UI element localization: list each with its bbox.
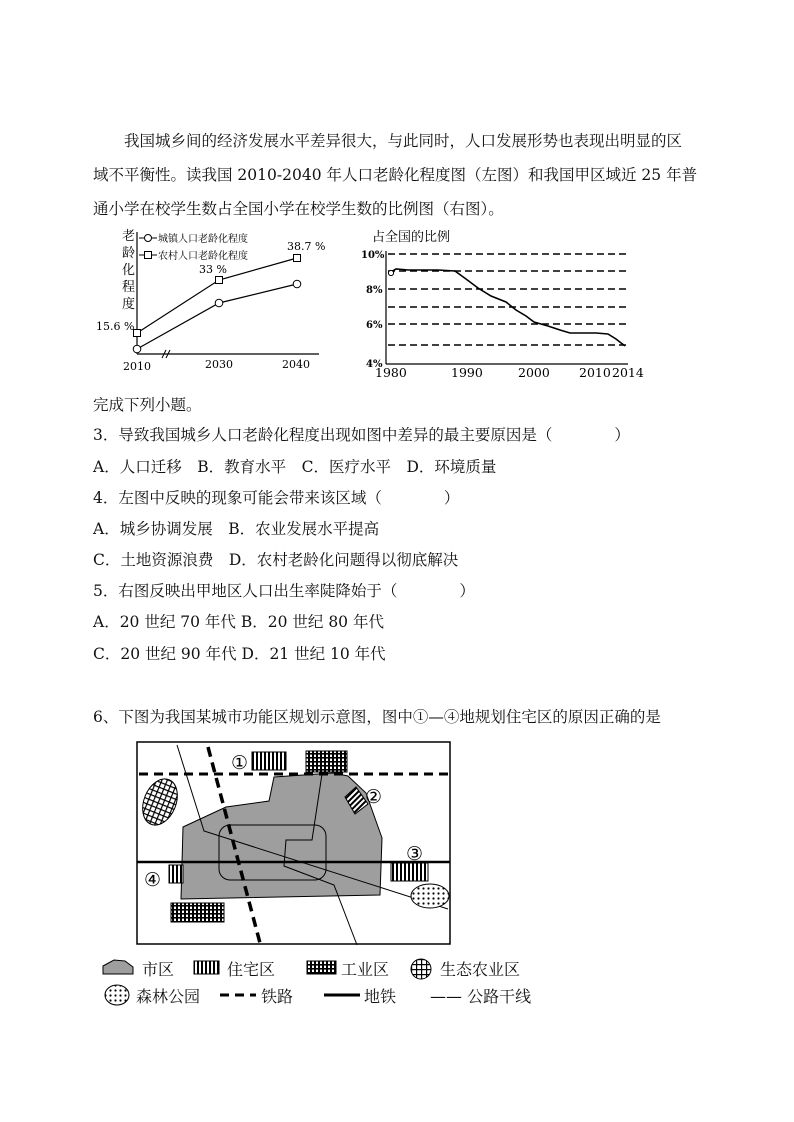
point-rural — [134, 330, 141, 337]
industrial-zone-south — [171, 903, 224, 922]
ylabel-char: 老 — [122, 229, 136, 244]
city-function-map — [136, 741, 452, 947]
series-line-town — [137, 284, 297, 349]
series-start-point — [388, 270, 393, 275]
x-tick-1990: 1990 — [451, 365, 483, 380]
legend-eco-agri-swatch — [409, 957, 435, 981]
question-4-options-2: C．土地资源浪费 D．农村老龄化问题得以彻底解决 — [93, 551, 459, 569]
residential-zone-3 — [391, 863, 428, 881]
legend-industrial-swatch — [306, 960, 338, 976]
question-5-options-2: C．20 世纪 90 年代 D．21 世纪 10 年代 — [93, 645, 386, 663]
question-5: 5．右图反映出甲地区人口出生率陡降始于（ ） — [93, 582, 475, 600]
legend-town-marker — [145, 235, 152, 242]
point-town — [293, 280, 301, 288]
map-marker-2: ② — [365, 786, 383, 808]
right-chart-title: 占全国的比例 — [372, 230, 451, 245]
y-tick-10: 10% — [361, 250, 385, 261]
data-label-2040: 38.7 % — [287, 240, 326, 253]
ylabel-char: 化 — [122, 263, 136, 278]
question-4-options-1: A．城乡协调发展 B．农业发展水平提高 — [93, 520, 380, 538]
point-rural — [216, 277, 223, 284]
legend-urban-swatch — [101, 958, 137, 976]
data-label-2010: 15.6 % — [96, 320, 135, 333]
ylabel-char: 龄 — [122, 246, 136, 261]
legend-subway-label: 地铁 — [364, 987, 397, 1006]
question-5-options-1: A．20 世纪 70 年代 B．20 世纪 80 年代 — [93, 613, 384, 631]
x-tick-2014: 2014 — [612, 365, 644, 380]
legend-railway-label: 铁路 — [261, 987, 294, 1006]
left-aging-chart — [92, 224, 337, 376]
legend-rural-label: 农村人口老龄化程度 — [158, 251, 248, 262]
intro-line-1: 我国城乡间的经济发展水平差异很大，与此同时，人口发展形势也表现出明显的区 — [124, 132, 683, 150]
residential-zone-1 — [252, 752, 286, 770]
point-town — [215, 299, 223, 307]
question-6: 6、下图为我国某城市功能区规划示意图，图中①—④地规划住宅区的原因正确的是 — [93, 708, 661, 726]
legend-eco-agri-label: 生态农业区 — [440, 960, 521, 979]
questions-intro: 完成下列小题。 — [93, 396, 202, 414]
intro-paragraph — [93, 124, 703, 226]
map-marker-1: ① — [231, 752, 249, 774]
legend-rural-marker — [145, 252, 152, 259]
y-tick-4: 4% — [366, 359, 383, 370]
data-label-2030: 33 % — [199, 263, 227, 276]
map-marker-3: ③ — [406, 843, 424, 865]
x-tick-2000: 2000 — [518, 365, 550, 380]
y-tick-8: 8% — [366, 285, 383, 296]
forest-park-zone — [411, 884, 449, 908]
point-rural — [294, 255, 301, 262]
legend-forest-park-label: 森林公园 — [136, 987, 201, 1006]
question-4: 4．左图中反映的现象可能会带来该区域（ ） — [93, 489, 460, 507]
legend-industrial-label: 工业区 — [341, 960, 390, 979]
legend-highway-label: —— 公路干线 — [430, 987, 532, 1006]
legend-forest-park-swatch — [103, 983, 133, 1007]
intro-line-3: 通小学在校学生数占全国小学在校学生数的比例图（右图）。 — [93, 200, 504, 218]
legend-urban-label: 市区 — [142, 960, 175, 979]
x-tick-2010: 2010 — [123, 360, 151, 373]
ylabel-char: 程 — [122, 280, 136, 295]
legend-residential-label: 住宅区 — [227, 960, 276, 979]
right-ratio-chart — [358, 226, 658, 382]
intro-line-2: 域不平衡性。读我国 2010-2040 年人口老龄化程度图（左图）和我国甲区域近 25 年普 — [93, 166, 698, 184]
legend-railway-swatch — [218, 988, 258, 1002]
legend-residential-swatch — [193, 960, 221, 976]
x-tick-2010: 2010 — [579, 365, 611, 380]
x-tick-2030: 2030 — [205, 358, 233, 371]
x-tick-1980: 1980 — [375, 365, 407, 380]
legend-town-label: 城镇人口老龄化程度 — [158, 234, 248, 245]
y-tick-6: 6% — [366, 320, 383, 331]
point-town — [133, 345, 141, 353]
industrial-zone — [306, 751, 347, 772]
question-3: 3．导致我国城乡人口老龄化程度出现如图中差异的最主要原因是（ ） — [93, 426, 630, 444]
map-marker-4: ④ — [144, 869, 162, 891]
residential-zone-4 — [169, 865, 183, 883]
ylabel-char: 度 — [122, 297, 136, 312]
x-tick-2040: 2040 — [282, 358, 310, 371]
legend-subway-swatch — [322, 988, 362, 1002]
question-3-options: A．人口迁移 B．教育水平 C．医疗水平 D．环境质量 — [93, 458, 497, 476]
